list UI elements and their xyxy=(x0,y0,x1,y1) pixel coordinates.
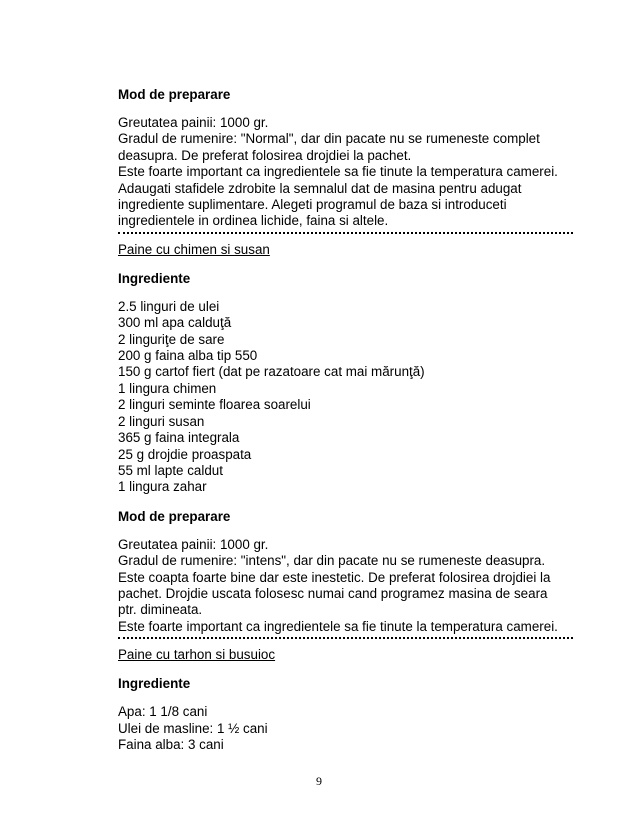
ingredient-item: 2 linguri seminte floarea soarelui xyxy=(118,397,311,413)
ingredient-item: 300 ml apa calduţă xyxy=(118,315,232,331)
text-line: Este coapta foarte bine dar este inestetic. De preferat folosirea drojdiei la xyxy=(118,569,551,585)
ingredient-item: Ulei de masline: 1 ½ cani xyxy=(118,720,268,736)
ingredient-item: Faina alba: 3 cani xyxy=(118,736,224,752)
text-line: pachet. Drojdie uscata folosesc numai cand programez masina de seara xyxy=(118,585,548,601)
ingredients-heading: Ingrediente xyxy=(118,676,191,692)
method-text xyxy=(118,537,573,635)
text-line: Gradul de rumenire: "intens", dar din pacate nu se rumeneste deasupra. xyxy=(118,553,546,569)
ingredient-item: 200 g faina alba tip 550 xyxy=(118,348,258,364)
recipe-title-link[interactable]: Paine cu chimen si susan xyxy=(118,241,270,257)
page-number: 9 xyxy=(316,774,322,788)
ingredients-list xyxy=(118,299,573,496)
ingredients-list xyxy=(118,704,573,753)
document-page xyxy=(118,86,573,753)
text-line: Adaugati stafidele zdrobite la semnalul dat de masina pentru adugat xyxy=(118,180,522,196)
text-line: Este foarte important ca ingredientele sa fie tinute la temperatura camerei. xyxy=(118,164,558,180)
method-text xyxy=(118,115,573,230)
text-line: ingrediente suplimentare. Alegeti programul de baza si introduceti xyxy=(118,197,507,213)
ingredient-item: 2 linguriţe de sare xyxy=(118,331,225,347)
recipe-title-link[interactable]: Paine cu tarhon si busuioc xyxy=(118,647,276,663)
text-line: Greutatea painii: 1000 gr. xyxy=(118,536,269,552)
ingredient-item: 150 g cartof fiert (dat pe razatoare cat mai mărunţă) xyxy=(118,364,425,380)
ingredient-item: 365 g faina integrala xyxy=(118,430,240,446)
ingredient-item: 2 linguri susan xyxy=(118,413,205,429)
ingredient-item: 55 ml lapte caldut xyxy=(118,462,223,478)
ingredients-heading: Ingrediente xyxy=(118,270,191,286)
ingredient-item: 1 lingura chimen xyxy=(118,380,217,396)
text-line: deasupra. De preferat folosirea drojdiei la pachet. xyxy=(118,147,412,163)
text-line: ingredientele in ordinea lichide, faina si altele. xyxy=(118,213,389,229)
text-line: Greutatea painii: 1000 gr. xyxy=(118,115,269,130)
text-line: ptr. dimineata. xyxy=(118,602,203,618)
section-heading: Mod de preparare xyxy=(118,87,231,102)
ingredient-item: 1 lingura zahar xyxy=(118,479,207,495)
ingredient-item: 2.5 linguri de ulei xyxy=(118,298,220,314)
method-heading: Mod de preparare xyxy=(118,508,231,524)
text-line: Gradul de rumenire: "Normal", dar din pacate nu se rumeneste complet xyxy=(118,131,540,147)
ingredient-item: Apa: 1 1/8 cani xyxy=(118,704,208,720)
ingredient-item: 25 g drojdie proaspata xyxy=(118,446,252,462)
text-line: Este foarte important ca ingredientele sa fie tinute la temperatura camerei. xyxy=(118,618,558,634)
